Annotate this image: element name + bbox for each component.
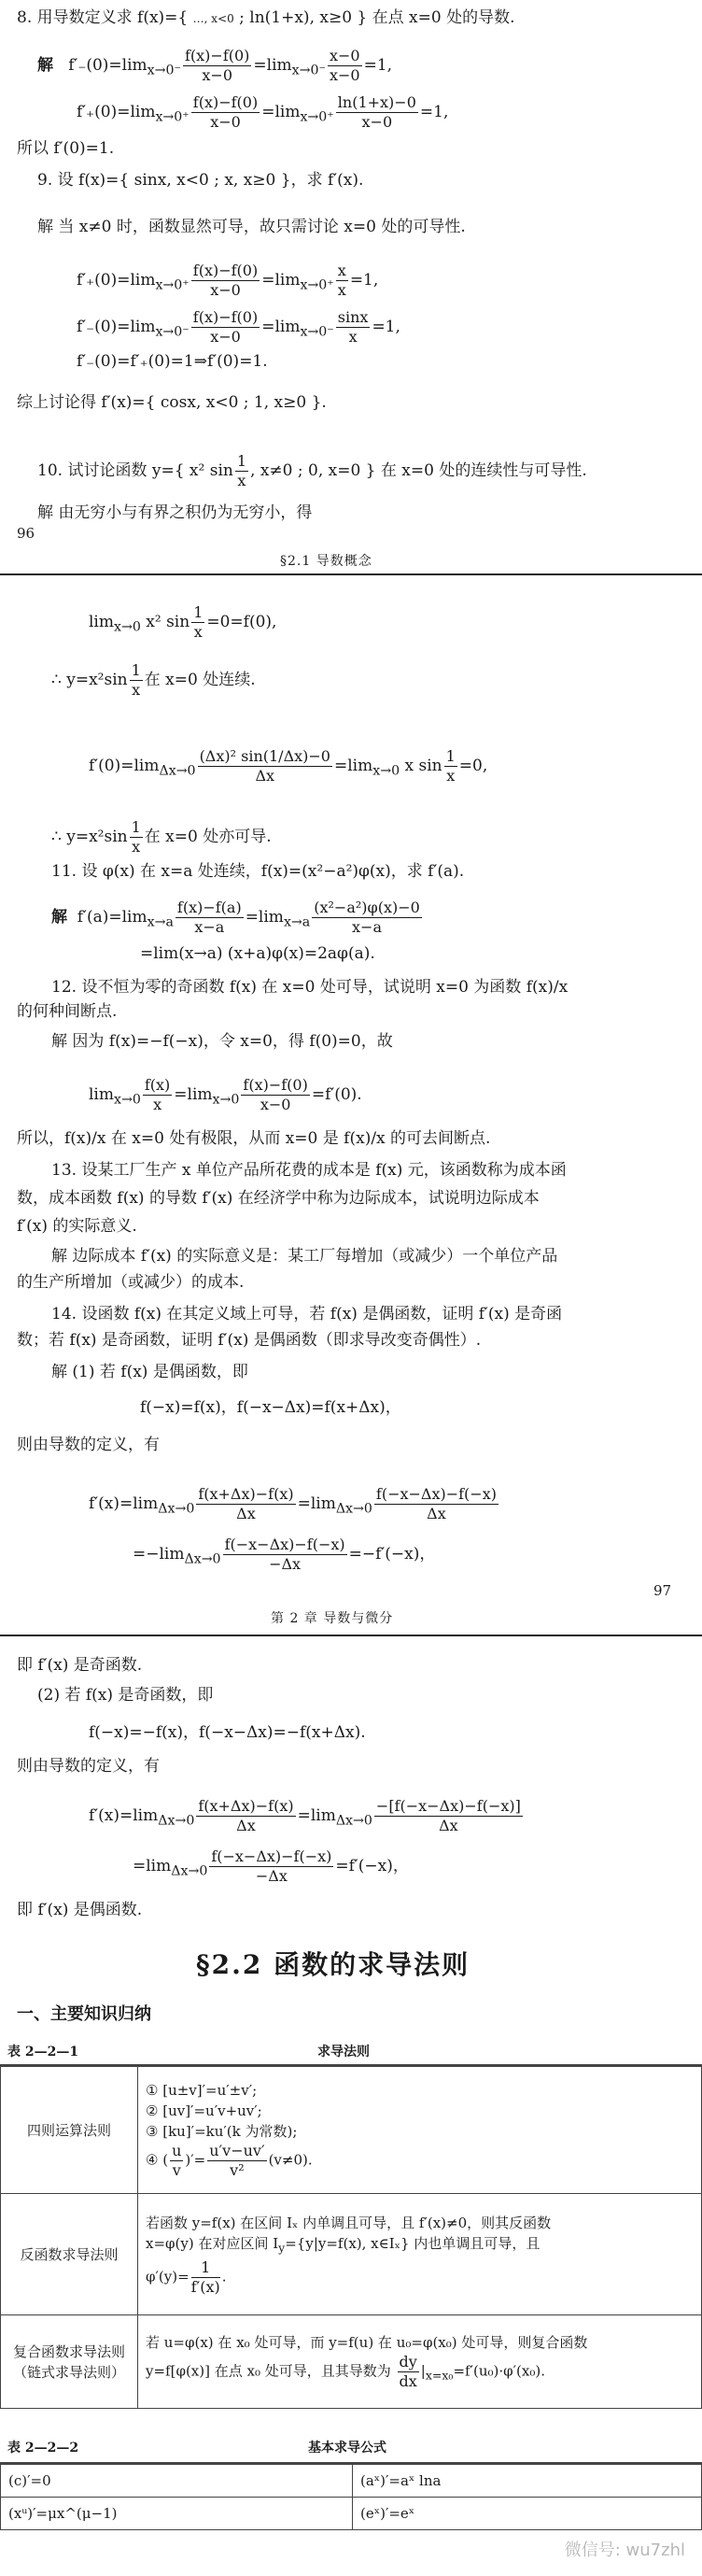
question-14b: 数；若 f(x) 是奇函数，证明 f′(x) 是偶函数（即求导改变奇偶性）. [17, 1331, 482, 1350]
case-2: (2) 若 f(x) 是奇函数，即 [37, 1686, 214, 1705]
subsection-title: 一、主要知识归纳 [17, 2004, 151, 2024]
question-12a: 12. 设不恒为零的奇函数 f(x) 在 x=0 处可导，试说明 x=0 为函数 f(x)/x [51, 978, 569, 997]
rule-content: 若 u=φ(x) 在 x₀ 处可导，而 y=f(u) 在 u₀=φ(x₀) 处可导，则复合函数 y=f[φ(x)] 在点 x₀ 处可导，且其导数为 $\frac{dy}{dx}$ $|_{x=x_0}=f'(u_0)\cdot\varphi'(x_0)$. [138, 2315, 702, 2409]
table1-title: 求导法则 [317, 2045, 370, 2059]
question-12b: 的何种间断点. [17, 1002, 118, 1021]
question-14a: 14. 设函数 f(x) 在其定义域上可导，若 f(x) 是偶函数，证明 f′(x) 是奇函 [51, 1305, 563, 1323]
question-10: 10. 试讨论函数 y={ x² sin $\frac{1}{x}$ , x≠0 ; 0, x=0 } 在 x=0 处的连续性与可导性. [37, 452, 587, 489]
derivative-at-zero: $f'(0)=\lim_{\Delta x\to 0}$ $\frac{\text{(Δx)² sin(1/Δx)−0}}{\Delta x}$ $=\lim_{x\to 0}$ x sin $\frac{1}{x}$ =0, [89, 747, 488, 785]
solution-label: 解 [37, 56, 53, 75]
q12-conclusion: 所以，f(x)/x 在 x=0 处有极限，从而 x=0 是 f(x)/x 的可去间断点. [17, 1129, 491, 1148]
table-row [1, 2067, 702, 2194]
q13-solution-b: 的生产所增加（或减少）的成本. [17, 1273, 245, 1292]
even-conclusion: 即 f′(x) 是偶函数. [17, 1901, 143, 1919]
derivative-line-1: $f'(x)=\lim_{\Delta x\to 0}$ $\frac{f(x+\Delta x)-f(x)}{\Delta x}$ $=\lim_{\Delta x\to 0}$ $\frac{-[f(-x-\Delta x)-f(-x)]}{\Delta x}$ [89, 1797, 521, 1834]
q12-solution: 解 因为 f(x)=−f(−x)，令 x=0，得 f(0)=0，故 [51, 1032, 393, 1051]
q12-limit: $\lim_{x\to 0}$ $\frac{f(x)}{x}$ $=\lim_{x\to 0}$ $\frac{f(x)-f(0)}{x-0}$ =f′(0). [89, 1076, 362, 1113]
table2-title: 基本求导公式 [308, 2441, 386, 2456]
q14-definition: 则由导数的定义，有 [17, 1436, 160, 1454]
table-row [1, 2194, 702, 2315]
q9-solution: 解 当 x≠0 时，函数显然可导，故只需讨论 x=0 处的可导性. [37, 218, 466, 236]
odd-identity: f(−x)=−f(x)，f(−x−Δx)=−f(x+Δx). [89, 1723, 366, 1742]
q8-conclusion: 所以 f′(0)=1. [17, 139, 115, 158]
question-8: 8. 用导数定义求 f(x)={ …, x<0 ; ln(1+x), x≥0 } 在点 x=0 处的导数. [17, 8, 515, 27]
q14-even-identity: f(−x)=f(x)，f(−x−Δx)=f(x+Δx)， [140, 1398, 401, 1417]
definition-line: 则由导数的定义，有 [17, 1757, 160, 1776]
limit-line: $\lim_{x\to 0} x^2$ sin $\frac{1}{x}$ =0=f(0), [89, 603, 277, 641]
q11-solution-line2: =lim(x→a) (x+a)φ(x)=2aφ(a). [140, 944, 375, 963]
question-9: 9. 设 f(x)={ sinx, x<0 ; x, x≥0 }，求 f′(x). [37, 171, 364, 190]
table-row [1, 2465, 702, 2498]
watermark: 微信号: wu7zhl [564, 2541, 685, 2560]
page-divider [0, 573, 702, 575]
formula-cell: (c)′=0 [1, 2465, 353, 2498]
q13-solution-a: 解 边际成本 f′(x) 的实际意义是：某工厂每增加（或减少）一个单位产品 [51, 1247, 558, 1266]
formula-cell: (xᵘ)′=μx^(μ−1) [1, 2498, 353, 2530]
table2-label: 表 2—2—2 [7, 2441, 79, 2456]
q10-solution: 解 由无穷小与有界之积仍为无穷小，得 [37, 503, 313, 522]
table-derivative-rules [0, 2066, 702, 2409]
table-row [1, 2315, 702, 2409]
question-13a: 13. 设某工厂生产 x 单位产品所花费的成本是 f(x) 元，该函数称为成本函 [51, 1161, 567, 1180]
odd-conclusion: 即 f′(x) 是奇函数. [17, 1656, 143, 1675]
formula-cell: (eˣ)′=eˣ [353, 2498, 702, 2530]
question-13c: f′(x) 的实际意义. [17, 1217, 137, 1236]
rule-name: 复合函数求导法则（链式求导法则） [1, 2315, 138, 2409]
table1-label: 表 2—2—1 [7, 2045, 79, 2059]
q14-derivative-2: $=-\lim_{\Delta x\to 0}$ $\frac{f(-x-\Delta x)-f(-x)}{-\Delta x}$ =−f′(−x)， [133, 1536, 436, 1573]
section-title: §2.2 函数的求导法则 [196, 1949, 470, 1980]
q9-derivative-left: $f'_-(0)=\lim_{x\to 0^-}$ $\frac{f(x)-f(0)}{x-0}$ $=\lim_{x\to 0^-}$ $\frac{\sin x}{x}$ =1, [77, 308, 400, 346]
continuity-line: ∴ y=x²sin $\frac{1}{x}$ 在 x=0 处连续. [51, 661, 256, 699]
rule-content: ① [u±v]′=u′±v′; ② [uv]′=u′v+uv′; ③ [ku]′=ku′(k 为常数); ④ ( $\frac{u}{v}$ )′= $\frac{u'v-uv'}{\text{v²}}$ (v≠0). [138, 2067, 702, 2194]
q14-derivative-1: $f'(x)=\lim_{\Delta x\to 0}$ $\frac{f(x+\Delta x)-f(x)}{\Delta x}$ $=\lim_{\Delta x\to 0}$ $\frac{f(-x-\Delta x)-f(-x)}{\Delta x}$ [89, 1485, 497, 1522]
q8-derivative-left: 解 $f'_-(0)=\lim_{x\to 0^-}$ $\frac{f(x)-f(0)}{x-0}$ $=\lim_{x\to 0^-}$ $\frac{x-0}{x-0}$ =1, [37, 47, 393, 84]
table-row [1, 2498, 702, 2530]
rule-name: 四则运算法则 [1, 2067, 138, 2194]
derivative-line-2: $=\lim_{\Delta x\to 0}$ $\frac{f(-x-\Delta x)-f(-x)}{-\Delta x}$ =f′(−x)， [133, 1847, 409, 1885]
differentiable-line: ∴ y=x²sin $\frac{1}{x}$ 在 x=0 处亦可导. [51, 818, 272, 856]
q9-conclusion: 综上讨论得 f′(x)={ cosx, x<0 ; 1, x≥0 }. [17, 393, 327, 412]
page-number-97: 97 [653, 1582, 672, 1599]
question-13b: 数，成本函数 f(x) 的导数 f′(x) 在经济学中称为边际成本，试说明边际成本 [17, 1189, 540, 1208]
q8-derivative-right: $f'_+(0)=\lim_{x\to 0^+}$ $\frac{f(x)-f(0)}{x-0}$ $=\lim_{x\to 0^+}$ $\frac{\ln(1+x)-0}{x-0}$ =1, [77, 93, 449, 131]
page-divider-2 [0, 1635, 702, 1636]
chapter-footer: 第 2 章 导数与微分 [271, 1611, 394, 1626]
q11-solution-line1: 解 $f'(a)=\lim_{x\to a}$ $\frac{f(x)-f(a)}{x-a}$ $=\lim_{x\to a}$ $\frac{\text{(x²−a²)φ(x)−0}}{x-a}$ [51, 899, 420, 936]
question-11: 11. 设 φ(x) 在 x=a 处连续，f(x)=(x²−a²)φ(x)，求 f′(a). [51, 862, 465, 881]
page-footer-title: §2.1 导数概念 [280, 554, 372, 569]
table-basic-formulas [0, 2464, 702, 2530]
q9-derivative-right: $f'_+(0)=\lim_{x\to 0^+}$ $\frac{f(x)-f(0)}{x-0}$ $=\lim_{x\to 0^+}$ $\frac{x}{x}$ =1, [77, 262, 379, 299]
q9-line3: f′₋(0)=f′₊(0)=1⇒f′(0)=1. [77, 352, 268, 371]
page-number-96: 96 [17, 525, 35, 542]
rule-content: 若函数 y=f(x) 在区间 Iₓ 内单调且可导，且 f′(x)≠0，则其反函数 x=φ(y) 在对应区间 $I_y=\{y|y=f(x)$, x∈Iₓ} 内也单调且可导，且 φ′(y)= $\frac{1}{f'(x)}$ . [138, 2194, 702, 2315]
q14-solution: 解 (1) 若 f(x) 是偶函数，即 [51, 1363, 248, 1381]
rule-name: 反函数求导法则 [1, 2194, 138, 2315]
formula-cell: (aˣ)′=aˣ lna [353, 2465, 702, 2498]
